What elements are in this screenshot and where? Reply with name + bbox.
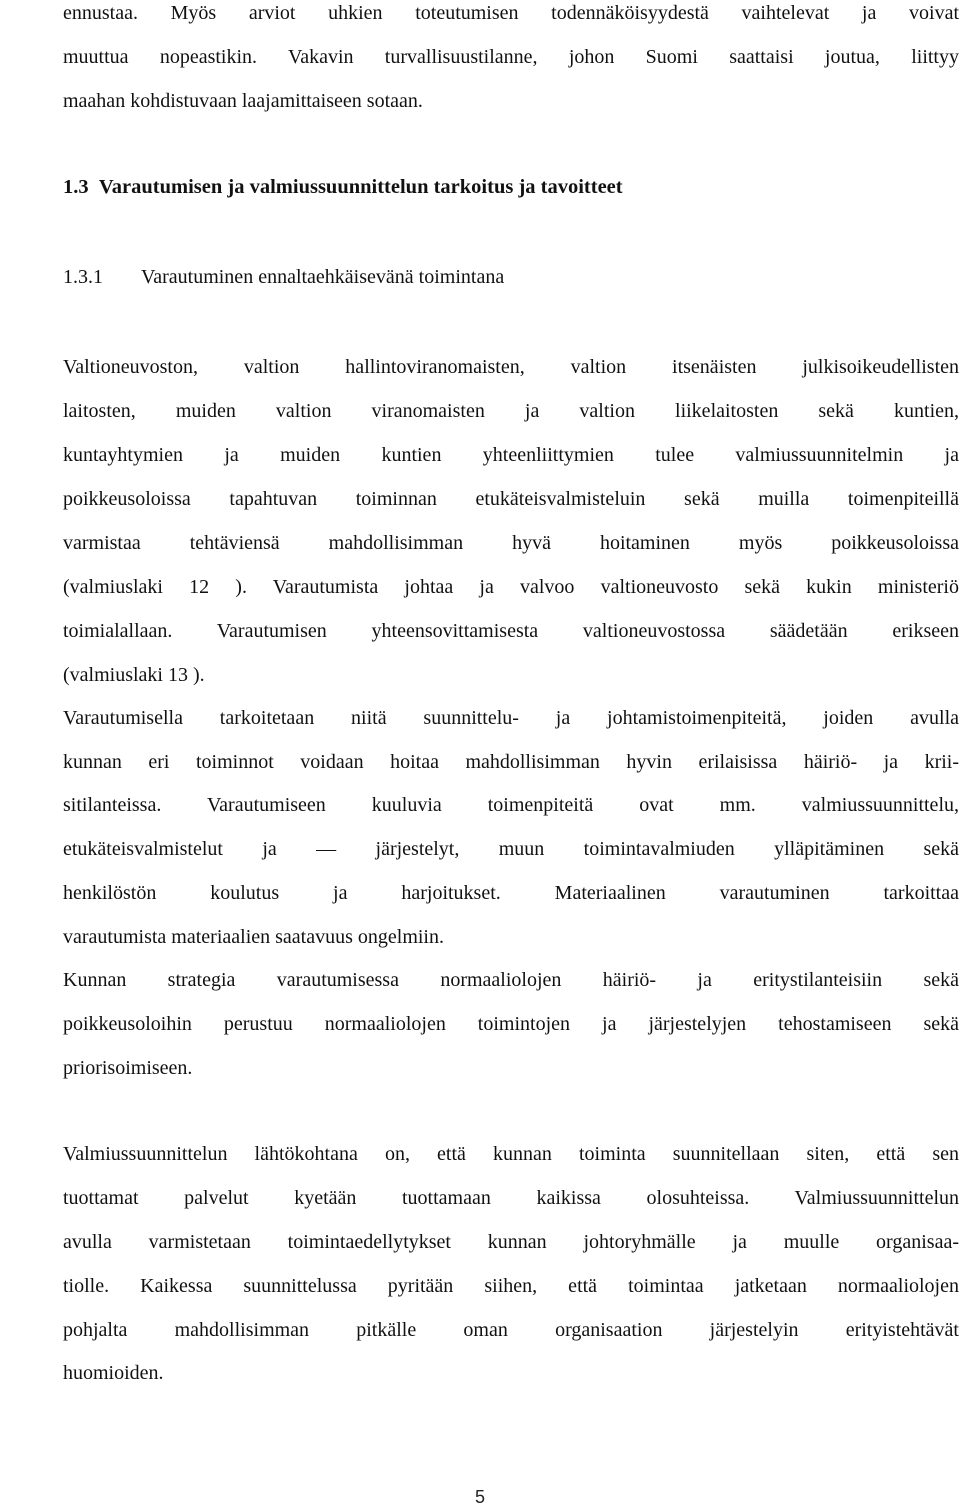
paragraph-3-line-2: poikkeusoloihin perustuu normaaliolojen toimintojen ja järjestelyjen tehostamiseen sekä: [63, 1013, 959, 1035]
paragraph-3-line-1: Kunnan strategia varautumisessa normaaliolojen häiriö- ja eritystilanteisiin sekä: [63, 969, 959, 991]
paragraph-4-line-1: Valmiussuunnittelun lähtökohtana on, että kunnan toiminta suunnitellaan siten, että sen: [63, 1143, 959, 1165]
paragraph-1-line-1: Valtioneuvoston, valtion hallintoviranomaisten, valtion itsenäisten julkisoikeudellisten: [63, 356, 959, 378]
paragraph-1-line-5: varmistaa tehtäviensä mahdollisimman hyvä hoitaminen myös poikkeusoloissa: [63, 532, 959, 554]
paragraph-3-line-3: priorisoimiseen.: [63, 1057, 193, 1079]
paragraph-1-line-8: (valmiuslaki 13 ).: [63, 664, 205, 686]
paragraph-4-line-5: pohjalta mahdollisimman pitkälle oman organisaation järjestelyin erityistehtävät: [63, 1319, 959, 1341]
paragraph-2-line-2: kunnan eri toiminnot voidaan hoitaa mahdollisimman hyvin erilaisissa häiriö- ja krii-: [63, 751, 959, 773]
paragraph-4-line-4: tiolle. Kaikessa suunnittelussa pyritään siihen, että toimintaa jatketaan normaaliolojen: [63, 1275, 959, 1297]
paragraph-2-line-3: sitilanteissa. Varautumiseen kuuluvia toimenpiteitä ovat mm. valmiussuunnittelu,: [63, 794, 959, 816]
subsection-heading: [63, 265, 504, 289]
section-title: Varautumisen ja valmiussuunnittelun tarkoitus ja tavoitteet: [98, 176, 623, 198]
paragraph-2-line-1: Varautumisella tarkoitetaan niitä suunnittelu- ja johtamistoimenpiteitä, joiden avulla: [63, 707, 959, 729]
section-number: 1.3: [63, 176, 89, 198]
paragraph-1-line-4: poikkeusoloissa tapahtuvan toiminnan etukäteisvalmisteluin sekä muilla toimenpiteillä: [63, 488, 959, 510]
section-heading: [63, 175, 623, 199]
intro-line-1: ennustaa. Myös arviot uhkien toteutumisen todennäköisyydestä vaihtelevat ja voivat: [63, 2, 959, 24]
paragraph-2-line-6: varautumista materiaalien saatavuus ongelmiin.: [63, 926, 444, 948]
paragraph-4-line-6: huomioiden.: [63, 1362, 164, 1384]
paragraph-1-line-6: (valmiuslaki 12 ). Varautumista johtaa ja valvoo valtioneuvosto sekä kukin ministeriö: [63, 576, 959, 598]
paragraph-4-line-3: avulla varmistetaan toimintaedellytykset kunnan johtoryhmälle ja muulle organisaa-: [63, 1231, 959, 1253]
paragraph-1-line-3: kuntayhtymien ja muiden kuntien yhteenliittymien tulee valmiussuunnitelmin ja: [63, 444, 959, 466]
paragraph-4-line-2: tuottamat palvelut kyetään tuottamaan kaikissa olosuhteissa. Valmiussuunnittelun: [63, 1187, 959, 1209]
subsection-title: Varautuminen ennaltaehkäisevänä toimintana: [141, 266, 505, 288]
subsection-number: 1.3.1: [63, 266, 103, 288]
intro-line-3: maahan kohdistuvaan laajamittaiseen sotaan.: [63, 90, 423, 112]
paragraph-2-line-4: etukäteisvalmistelut ja — järjestelyt, muun toimintavalmiuden ylläpitäminen sekä: [63, 838, 959, 860]
paragraph-1-line-7: toimialallaan. Varautumisen yhteensovittamisesta valtioneuvostossa säädetään erikseen: [63, 620, 959, 642]
page-number: 5: [474, 1487, 485, 1507]
paragraph-1-line-2: laitosten, muiden valtion viranomaisten ja valtion liikelaitosten sekä kuntien,: [63, 400, 959, 422]
intro-line-2: muuttua nopeastikin. Vakavin turvallisuustilanne, johon Suomi saattaisi joutua, liittyy: [63, 46, 959, 68]
paragraph-2-line-5: henkilöstön koulutus ja harjoitukset. Materiaalinen varautuminen tarkoittaa: [63, 882, 959, 904]
